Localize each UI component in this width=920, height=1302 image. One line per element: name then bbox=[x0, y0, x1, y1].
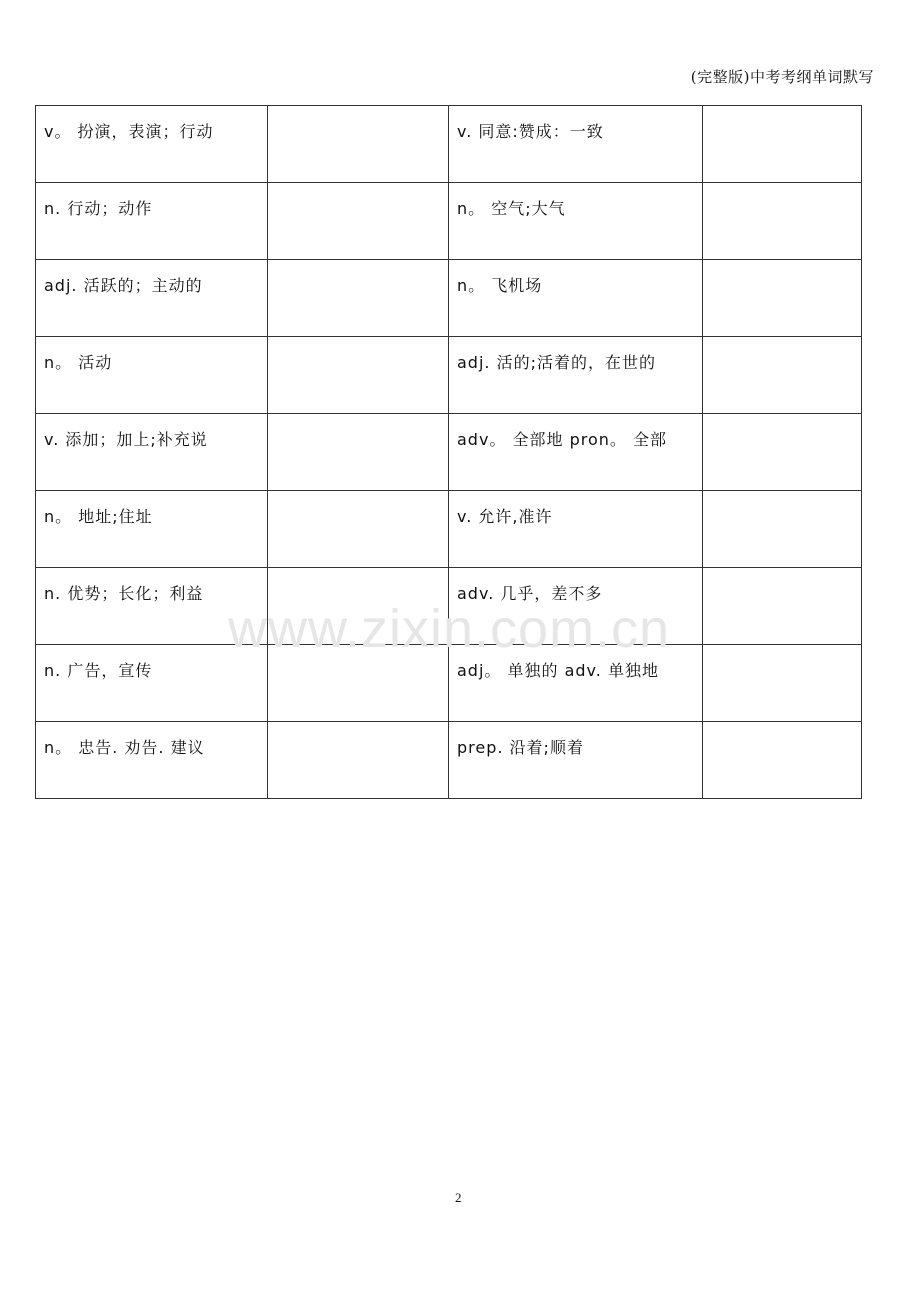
answer-cell bbox=[703, 414, 862, 491]
table-row bbox=[36, 722, 862, 799]
answer-cell bbox=[268, 106, 449, 183]
definition-cell: n。 空气;大气 bbox=[449, 183, 703, 260]
answer-cell bbox=[703, 722, 862, 799]
table-row bbox=[36, 337, 862, 414]
definition-cell: n. 优势；长化；利益 bbox=[36, 568, 268, 645]
answer-cell bbox=[268, 260, 449, 337]
definition-cell: prep. 沿着;顺着 bbox=[449, 722, 703, 799]
watermark: www.zixin.com.cn bbox=[228, 599, 671, 659]
answer-cell bbox=[268, 183, 449, 260]
definition-cell: adj。 单独的 adv. 单独地 bbox=[449, 645, 703, 722]
definition-cell: adj. 活跃的；主动的 bbox=[36, 260, 268, 337]
answer-cell bbox=[268, 491, 449, 568]
definition-cell: v。 扮演，表演；行动 bbox=[36, 106, 268, 183]
answer-cell bbox=[268, 722, 449, 799]
answer-cell bbox=[703, 491, 862, 568]
table-row bbox=[36, 260, 862, 337]
answer-cell bbox=[268, 337, 449, 414]
definition-cell: n。 地址;住址 bbox=[36, 491, 268, 568]
table-row bbox=[36, 106, 862, 183]
definition-cell: n。 活动 bbox=[36, 337, 268, 414]
document-header: (完整版)中考考纲单词默写 bbox=[690, 68, 874, 86]
definition-cell: v. 添加；加上;补充说 bbox=[36, 414, 268, 491]
definition-cell: adj. 活的;活着的，在世的 bbox=[449, 337, 703, 414]
answer-cell bbox=[703, 183, 862, 260]
answer-cell bbox=[268, 414, 449, 491]
answer-cell bbox=[703, 645, 862, 722]
table-row bbox=[36, 568, 862, 645]
answer-cell bbox=[703, 337, 862, 414]
definition-cell: n。 飞机场 bbox=[449, 260, 703, 337]
definition-cell: n。 忠告. 劝告. 建议 bbox=[36, 722, 268, 799]
answer-cell bbox=[268, 645, 449, 722]
table-row bbox=[36, 645, 862, 722]
definition-cell: n. 行动；动作 bbox=[36, 183, 268, 260]
answer-cell bbox=[703, 260, 862, 337]
vocabulary-table bbox=[35, 105, 862, 799]
answer-cell bbox=[703, 106, 862, 183]
definition-cell: n. 广告，宣传 bbox=[36, 645, 268, 722]
table-row bbox=[36, 414, 862, 491]
answer-cell bbox=[703, 568, 862, 645]
answer-cell bbox=[268, 568, 449, 645]
definition-cell: v. 同意:赞成：一致 bbox=[449, 106, 703, 183]
definition-cell: v. 允许,准许 bbox=[449, 491, 703, 568]
table-row bbox=[36, 491, 862, 568]
page-number: 2 bbox=[455, 1190, 462, 1205]
definition-cell: adv。 全部地 pron。 全部 bbox=[449, 414, 703, 491]
definition-cell: adv. 几乎，差不多 bbox=[449, 568, 703, 645]
table-row bbox=[36, 183, 862, 260]
